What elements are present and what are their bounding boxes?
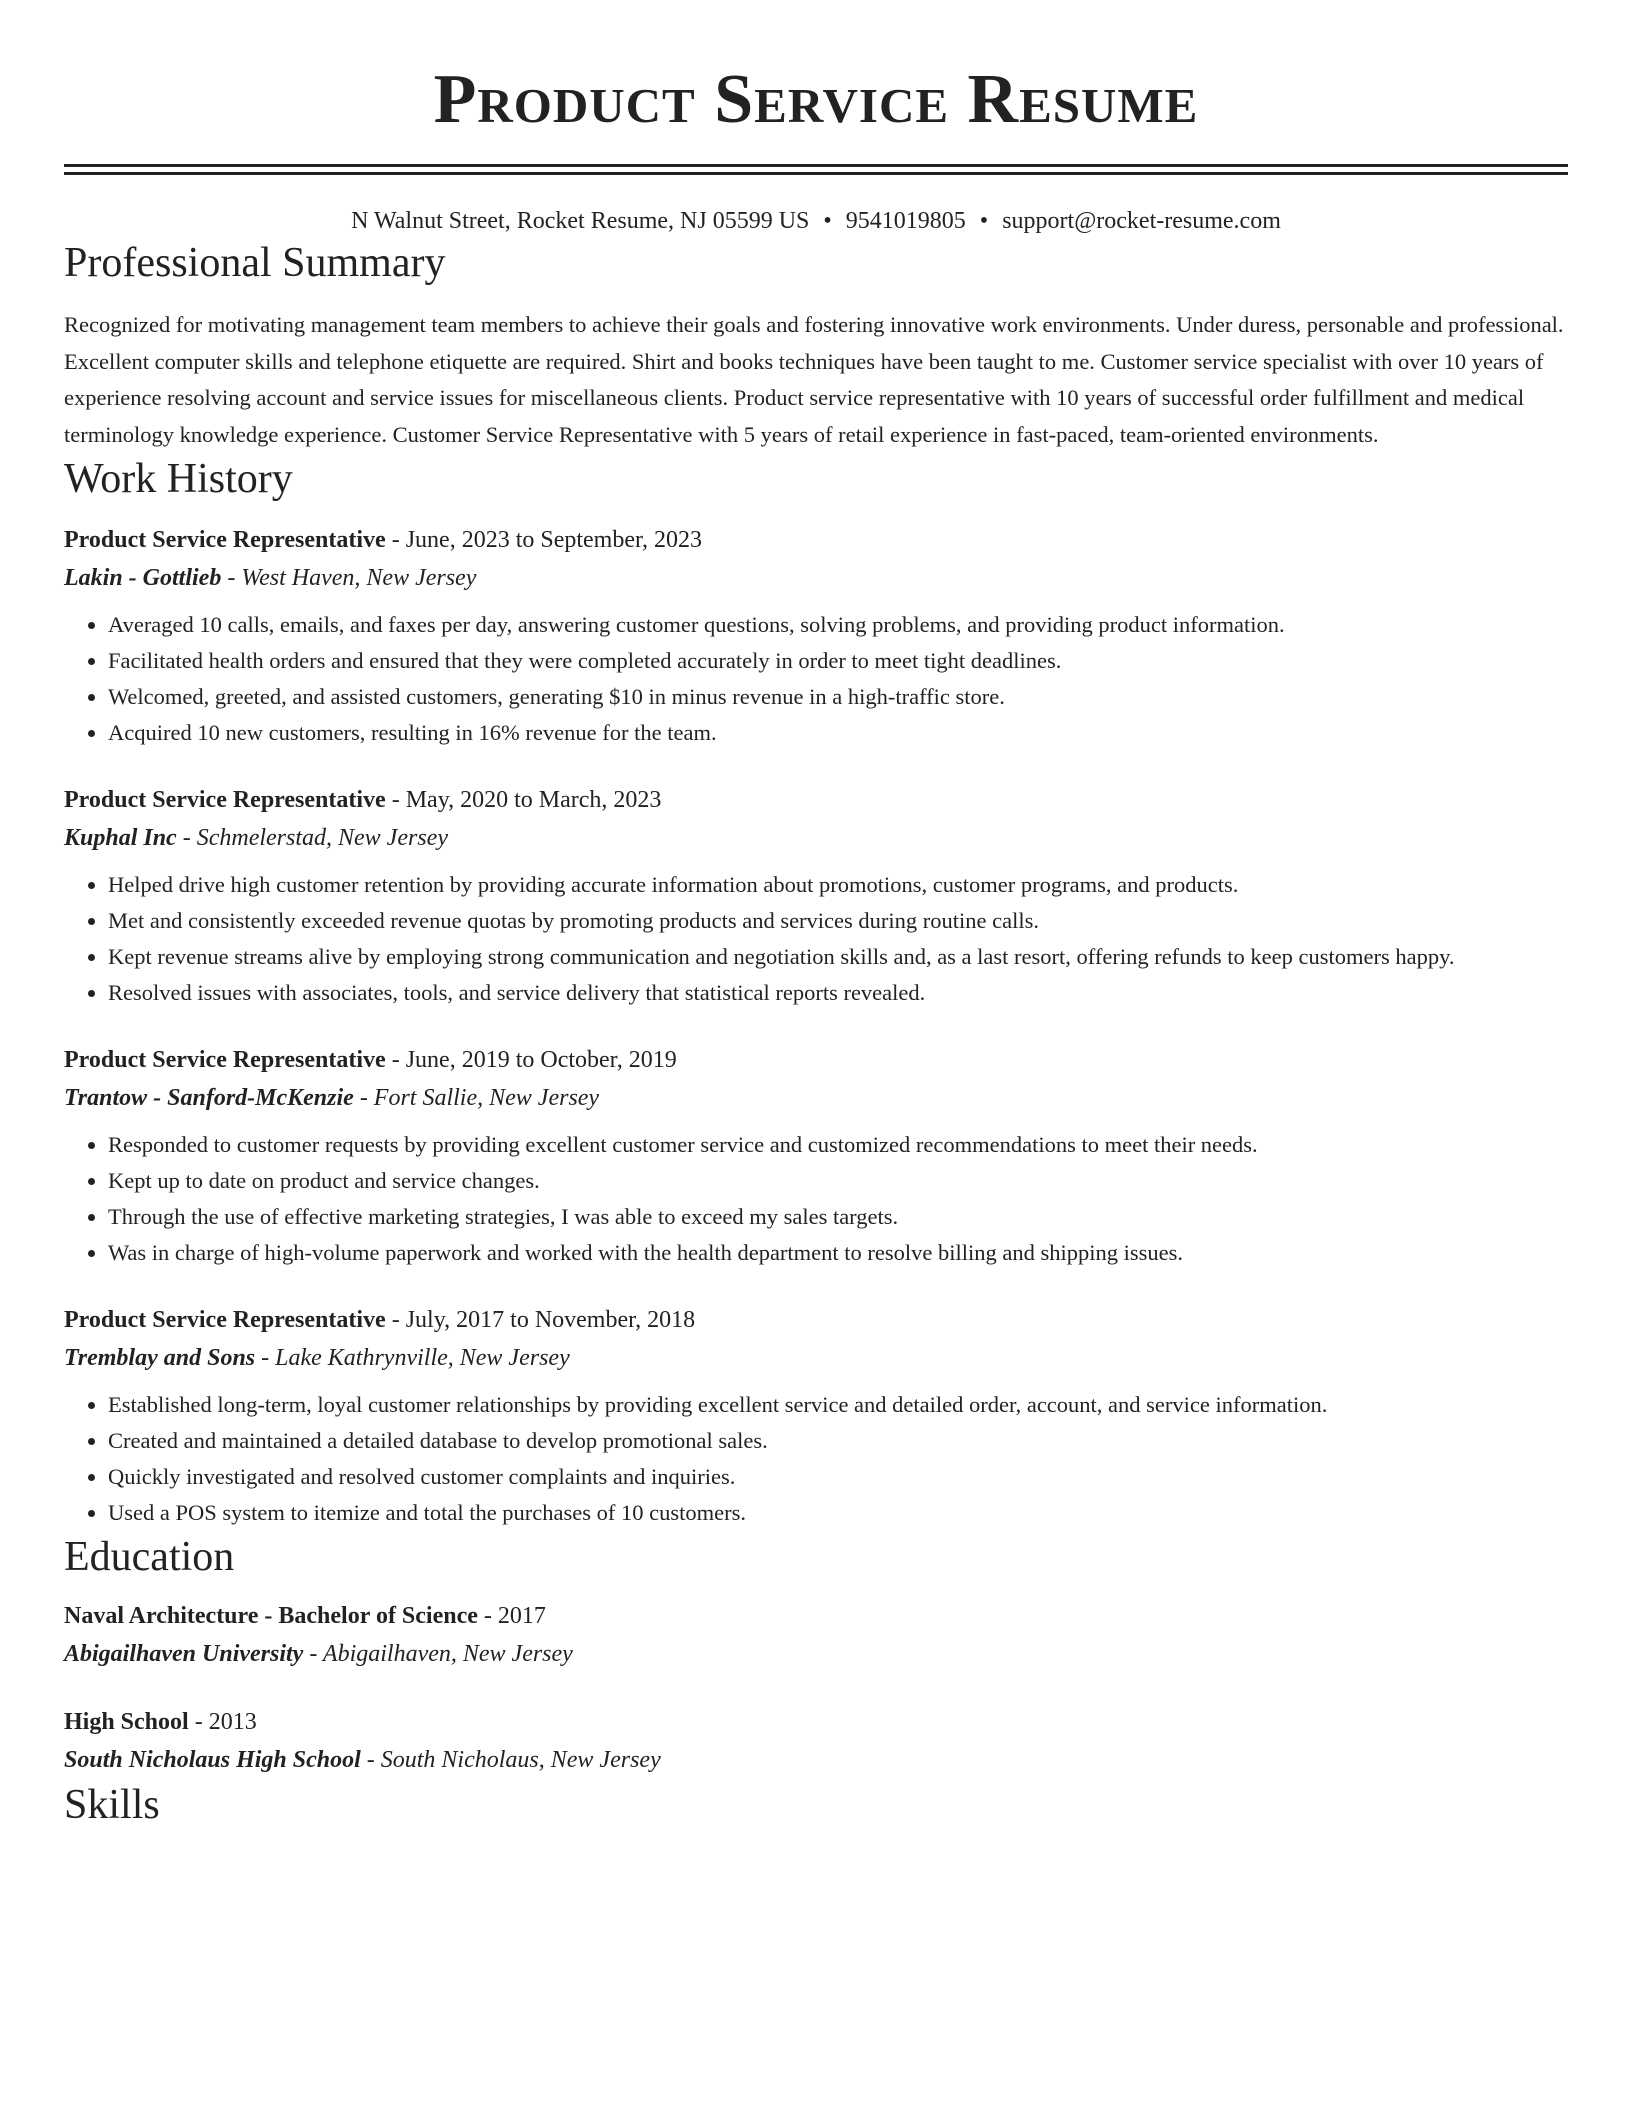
summary-heading: Professional Summary bbox=[64, 240, 446, 286]
contact-separator: • bbox=[979, 208, 989, 234]
job-role: Product Service Representative bbox=[64, 527, 386, 553]
education-school-line bbox=[64, 1741, 1568, 1779]
job-bullet: • Resolved issues with associates, tools, and service delivery that statistical reports revealed. bbox=[108, 975, 1568, 1011]
job-bullet: • Facilitated health orders and ensured that they were completed accurately in order to meet tight deadlines. bbox=[108, 643, 1568, 679]
job-bullet: • Established long-term, loyal customer relationships by providing excellent service and detailed order, account, and service information. bbox=[108, 1387, 1568, 1423]
job-bullets bbox=[64, 1387, 1568, 1531]
job-bullet: • Kept revenue streams alive by employing strong communication and negotiation skills and, as a last resort, offering refunds to keep customers happy. bbox=[108, 939, 1568, 975]
education-location: - Abigailhaven, New Jersey bbox=[303, 1641, 573, 1667]
job-bullet: • Was in charge of high-volume paperwork and worked with the health department to resolve billing and shipping issues. bbox=[108, 1235, 1568, 1271]
job-bullet: • Helped drive high customer retention by providing accurate information about promotions, customer programs, and products. bbox=[108, 867, 1568, 903]
education-school: South Nicholaus High School bbox=[64, 1747, 361, 1773]
job-entry bbox=[64, 781, 1568, 1011]
job-dates: - July, 2017 to November, 2018 bbox=[385, 1307, 696, 1333]
job-location: - Schmelerstad, New Jersey bbox=[176, 825, 448, 851]
education-degree-line bbox=[64, 1703, 1568, 1741]
job-company: Trantow - Sanford-McKenzie bbox=[64, 1085, 354, 1111]
job-bullet: • Used a POS system to itemize and total the purchases of 10 customers. bbox=[108, 1495, 1568, 1531]
job-bullet: • Created and maintained a detailed database to develop promotional sales. bbox=[108, 1423, 1568, 1459]
education-entry bbox=[64, 1597, 1568, 1673]
job-company-line bbox=[64, 819, 1568, 857]
summary-text: Recognized for motivating management team members to achieve their goals and fostering innovative work environments. Under duress, personable and professional. Excellent computer skills and telephone etiquette are required. Shirt and books techniques have been taught to me. Customer service specialist with over 10 years of experience resolving account and service issues for miscellaneous clients. Product service representative with 10 years of successful order fulfillment and medical terminology knowledge experience. Customer Service Representative with 5 years of retail experience in fast-paced, team-oriented environments. bbox=[64, 312, 1564, 447]
contact-address: N Walnut Street, Rocket Resume, NJ 05599 US bbox=[351, 208, 810, 234]
job-dates: - June, 2019 to October, 2019 bbox=[385, 1047, 677, 1073]
education-location: - South Nicholaus, New Jersey bbox=[360, 1747, 661, 1773]
job-bullet: • Averaged 10 calls, emails, and faxes per day, answering customer questions, solving problems, and providing product information. bbox=[108, 607, 1568, 643]
contact-phone: 9541019805 bbox=[845, 208, 966, 234]
job-bullets bbox=[64, 1127, 1568, 1271]
contact-line bbox=[64, 205, 1568, 237]
contact-email: support@rocket-resume.com bbox=[1002, 208, 1281, 234]
job-entry bbox=[64, 1041, 1568, 1271]
education-entry bbox=[64, 1703, 1568, 1779]
job-bullet: • Welcomed, greeted, and assisted customers, generating $10 in minus revenue in a high-traffic store. bbox=[108, 679, 1568, 715]
work-history-heading: Work History bbox=[64, 456, 293, 502]
job-title-line bbox=[64, 521, 1568, 559]
job-entry bbox=[64, 521, 1568, 751]
job-bullets bbox=[64, 607, 1568, 751]
job-company: Lakin - Gottlieb bbox=[64, 565, 222, 591]
title-double-rule bbox=[64, 164, 1568, 175]
job-bullets bbox=[64, 867, 1568, 1011]
skills-heading: Skills bbox=[64, 1782, 160, 1828]
job-entry bbox=[64, 1301, 1568, 1531]
job-bullet: • Kept up to date on product and service changes. bbox=[108, 1163, 1568, 1199]
education-degree-line bbox=[64, 1597, 1568, 1635]
job-company: Tremblay and Sons bbox=[64, 1345, 256, 1371]
job-bullet: • Acquired 10 new customers, resulting in 16% revenue for the team. bbox=[108, 715, 1568, 751]
job-bullet: • Through the use of effective marketing strategies, I was able to exceed my sales targets. bbox=[108, 1199, 1568, 1235]
job-role: Product Service Representative bbox=[64, 1047, 386, 1073]
education-school: Abigailhaven University bbox=[64, 1641, 304, 1667]
job-company-line bbox=[64, 1339, 1568, 1377]
job-title-line bbox=[64, 1041, 1568, 1079]
education-degree: High School bbox=[64, 1709, 189, 1735]
job-company-line bbox=[64, 1079, 1568, 1117]
job-role: Product Service Representative bbox=[64, 787, 386, 813]
job-bullet: • Responded to customer requests by providing excellent customer service and customized recommendations to meet their needs. bbox=[108, 1127, 1568, 1163]
job-dates: - June, 2023 to September, 2023 bbox=[385, 527, 703, 553]
job-bullet: • Quickly investigated and resolved customer complaints and inquiries. bbox=[108, 1459, 1568, 1495]
education-year: - 2013 bbox=[188, 1709, 257, 1735]
contact-separator: • bbox=[823, 208, 832, 234]
resume-title: Product Service Resume bbox=[433, 61, 1199, 138]
job-company-line bbox=[64, 559, 1568, 597]
job-title-line bbox=[64, 781, 1568, 819]
education-year: - 2017 bbox=[477, 1603, 546, 1629]
job-location: - West Haven, New Jersey bbox=[221, 565, 477, 591]
job-company: Kuphal Inc bbox=[64, 825, 177, 851]
education-degree: Naval Architecture - Bachelor of Science bbox=[64, 1603, 478, 1629]
job-dates: - May, 2020 to March, 2023 bbox=[385, 787, 662, 813]
education-heading: Education bbox=[64, 1534, 235, 1580]
job-title-line bbox=[64, 1301, 1568, 1339]
job-location: - Fort Sallie, New Jersey bbox=[353, 1085, 600, 1111]
job-role: Product Service Representative bbox=[64, 1307, 386, 1333]
education-school-line bbox=[64, 1635, 1568, 1673]
job-bullet: • Met and consistently exceeded revenue quotas by promoting products and services during routine calls. bbox=[108, 903, 1568, 939]
job-location: - Lake Kathrynville, New Jersey bbox=[255, 1345, 570, 1371]
